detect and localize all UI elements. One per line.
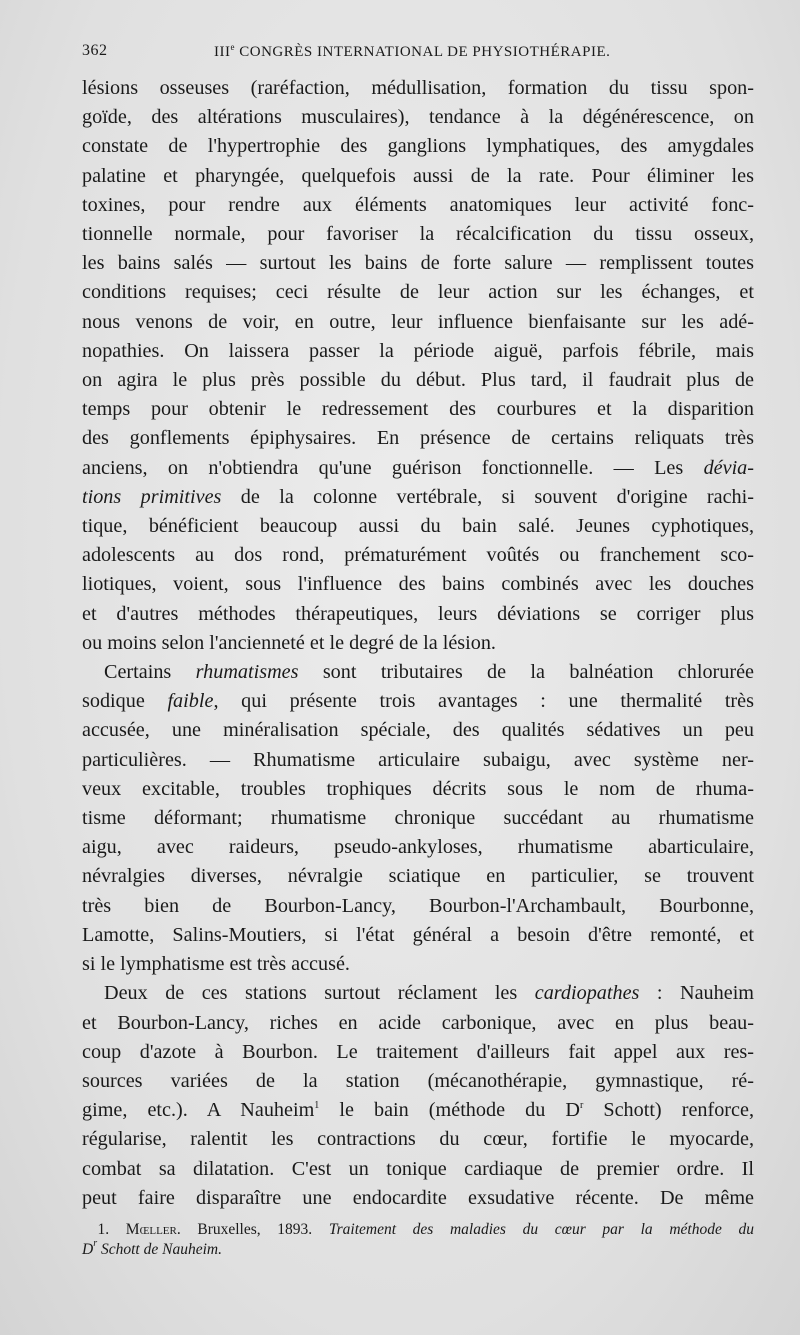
text-line (82, 687, 754, 716)
footnote-author: Mœller. (125, 1221, 181, 1238)
body-text (82, 74, 754, 1213)
text-line: palatine et pharyngée, quelquefois aussi de la rate. Pour éliminer les (82, 164, 754, 187)
text-line: lésions osseuses (raréfaction, médullisation, formation du tissu spon- (82, 77, 754, 99)
footnotes (82, 1220, 754, 1260)
text-segment: Schott) renforce, (583, 1099, 755, 1122)
superscript: r (93, 1238, 98, 1249)
text-segment: gime, etc.). A Nauheim (82, 1099, 315, 1122)
text-line: constate de l'hypertrophie des ganglions lymphatiques, des amygdales (82, 135, 754, 158)
text-line: accusée, une minéralisation spéciale, des qualités sédatives un peu (82, 719, 754, 742)
text-line: adolescents au dos rond, prématurément voûtés ou franchement sco- (82, 544, 754, 567)
text-segment: anciens, on n'obtiendra qu'une guérison fonctionnelle. — Les (82, 456, 684, 479)
text-line: goïde, des altérations musculaires), tendance à la dégénérescence, on (82, 106, 754, 129)
running-title (214, 42, 610, 61)
text-line: conditions requises; ceci résulte de leur action sur les échanges, et (82, 281, 754, 304)
text-line: on agira le plus près possible du début. Plus tard, il faudrait plus de (82, 369, 754, 392)
footnote-title-a: D (82, 1241, 94, 1258)
text-line (82, 1096, 754, 1125)
text-line (82, 483, 754, 512)
text-line: tionnelle normale, pour favoriser la récalcification du tissu osseux, (82, 223, 754, 246)
running-title-text: CONGRÈS INTERNATIONAL DE PHYSIOTHÉRAPIE. (239, 44, 611, 60)
text-line: liotiques, voient, sous l'influence des bains combinés avec les douches (82, 573, 754, 596)
ordinal: III (214, 44, 231, 60)
text-line: les bains salés — surtout les bains de forte salure — remplissent toutes (82, 252, 754, 275)
italic-segment: faible (167, 690, 214, 713)
text-line: si le lymphatisme est très accusé. (82, 953, 350, 976)
text-line: sources variées de la station (mécanothérapie, gymnastique, ré- (82, 1069, 754, 1092)
text-line: nous venons de voir, en outre, leur influence bienfaisante sur les adé- (82, 310, 754, 333)
footnote-ref: 1 (314, 1100, 320, 1112)
text-line: aigu, avec raideurs, pseudo-ankyloses, rhumatisme abarticulaire, (82, 836, 754, 859)
text-line (82, 658, 754, 687)
text-line: combat sa dilatation. C'est un tonique cardiaque de premier ordre. Il (82, 1157, 754, 1180)
text-segment: sont tributaires de la balnéation chlorurée (298, 661, 755, 684)
text-line: et d'autres méthodes thérapeutiques, leurs déviations se corriger plus (82, 602, 754, 625)
text-segment: sodique (82, 690, 168, 713)
text-line: nopathies. On laissera passer la période aiguë, parfois fébrile, mais (82, 339, 754, 362)
text-line: Lamotte, Salins-Moutiers, si l'état général a besoin d'être remonté, et (82, 923, 754, 946)
italic-segment: rhumatismes (195, 661, 299, 684)
italic-segment: tions primitives (82, 485, 222, 508)
running-header (82, 40, 752, 66)
text-segment: : Nauheim (639, 982, 755, 1005)
text-line: très bien de Bourbon-Lancy, Bourbon-l'Archambault, Bourbonne, (82, 894, 754, 917)
footnote-title-cont (82, 1238, 222, 1258)
footnote-number: 1. (97, 1221, 110, 1238)
text-segment: le bain (méthode du D (319, 1099, 580, 1122)
text-segment: de la colonne vertébrale, si souvent d'origine rachi- (221, 485, 754, 508)
text-line: et Bourbon-Lancy, riches en acide carbonique, avec en plus beau- (82, 1011, 754, 1034)
text-line: des gonflements épiphysaires. En présence de certains reliquats très (82, 427, 754, 450)
text-line: particulières. — Rhumatisme articulaire subaigu, avec système ner- (82, 748, 754, 771)
text-line: tique, bénéficient beaucoup aussi du bain salé. Jeunes cyphotiques, (82, 515, 754, 538)
text-line: temps pour obtenir le redressement des courbures et la disparition (82, 398, 754, 421)
page-number: 362 (82, 42, 108, 59)
footnote-line (82, 1240, 754, 1260)
footnote-place: Bruxelles, 1893. (180, 1221, 329, 1238)
footnote-title-b: Schott de Nauheim. (97, 1241, 222, 1258)
text-line: névralgies diverses, névralgie sciatique en particulier, se trouvent (82, 865, 754, 888)
text-segment: , qui présente trois avantages : une thermalité très (213, 690, 754, 713)
footnote-title: Traitement des maladies du cœur par la méthode du (328, 1221, 754, 1238)
text-line (82, 979, 754, 1008)
ordinal-sup: e (230, 42, 235, 52)
text-line (82, 454, 754, 483)
italic-segment: cardiopathes (534, 982, 640, 1005)
text-line: régularise, ralentit les contractions du cœur, fortifie le myocarde, (82, 1128, 754, 1151)
text-segment: Certains (104, 661, 196, 684)
text-line: toxines, pour rendre aux éléments anatomiques leur activité fonc- (82, 193, 754, 216)
text-line: peut faire disparaître une endocardite exsudative récente. De même (82, 1186, 754, 1209)
italic-segment: dévia- (703, 456, 755, 479)
text-line: veux excitable, troubles trophiques décrits sous le nom de rhuma- (82, 777, 754, 800)
superscript: r (579, 1100, 584, 1112)
text-segment: Deux de ces stations surtout réclament les (104, 982, 535, 1005)
text-line: coup d'azote à Bourbon. Le traitement d'ailleurs fait appel aux res- (82, 1040, 754, 1063)
text-line: tisme déformant; rhumatisme chronique succédant au rhumatisme (82, 807, 754, 830)
text-line: ou moins selon l'ancienneté et le degré de la lésion. (82, 631, 496, 654)
footnote-line (82, 1220, 754, 1240)
